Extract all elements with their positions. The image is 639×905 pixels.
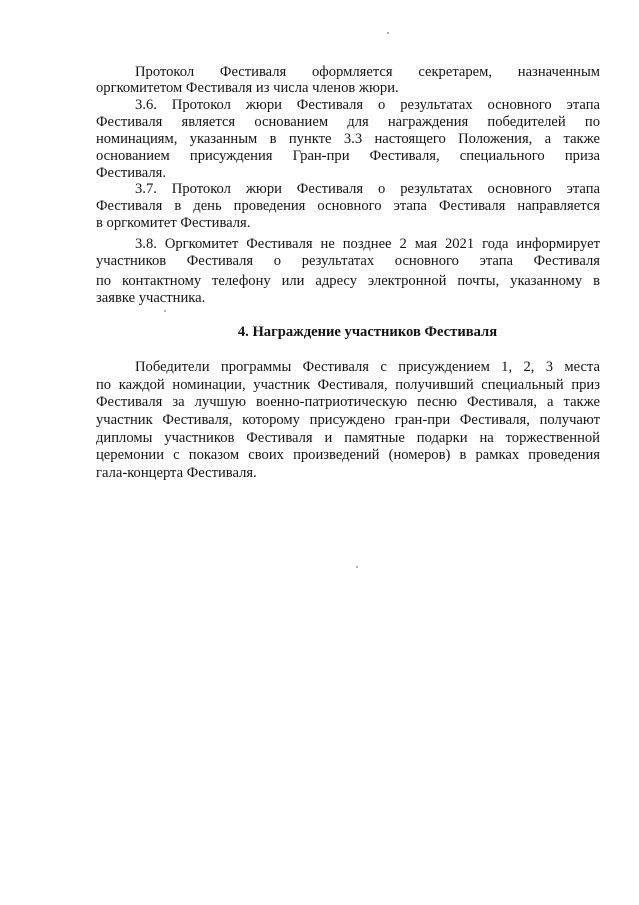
- text-line: Фестиваля.: [96, 164, 166, 181]
- scan-speck: [387, 32, 389, 34]
- text-line: гала-концерта Фестиваля.: [96, 464, 257, 481]
- paragraph-3-6: [96, 97, 600, 181]
- text-line: церемонии с показом своих произведений (номеров) в рамках проведения: [96, 447, 600, 464]
- scan-speck: [356, 566, 358, 568]
- section-heading: 4. Награждение участников Фестиваля: [237, 324, 498, 341]
- text-line: Протокол Фестиваля оформляется секретарем, назначенным: [135, 63, 600, 80]
- text-line: Победители программы Фестиваля с присуждением 1, 2, 3 места: [135, 359, 600, 376]
- text-line: Фестиваля за лучшую военно-патриотическую песню Фестиваля, а также: [96, 394, 600, 411]
- text-line: дипломы участников Фестиваля и памятные подарки на торжественной: [96, 429, 600, 446]
- text-line: Фестиваля в день проведения основного этапа Фестиваля направляется: [96, 198, 600, 215]
- paragraph-3-7: [96, 181, 600, 232]
- text-line: в оргкомитет Фестиваля.: [96, 215, 251, 232]
- text-line: основанием присуждения Гран-при Фестиваля, специального приза: [96, 147, 600, 164]
- text-line: по каждой номинации, участник Фестиваля, получивший специальный приз: [96, 376, 600, 393]
- text-line: участников Фестиваля о результатах основного этапа Фестиваля: [96, 253, 600, 270]
- text-line: номинациям, указанным в пункте 3.3 настоящего Положения, а также: [96, 130, 600, 147]
- text-line: 3.6. Протокол жюри Фестиваля о результатах основного этапа: [135, 97, 600, 114]
- document-body: [96, 64, 600, 483]
- text-line: 3.7. Протокол жюри Фестиваля о результатах основного этапа: [135, 181, 600, 198]
- text-line: участник Фестиваля, которому присуждено гран-при Фестиваля, получают: [96, 411, 600, 428]
- text-line: Фестиваля является основанием для награждения победителей по: [96, 114, 600, 131]
- text-line: оргкомитетом Фестиваля из числа членов жюри.: [96, 80, 399, 97]
- text-line: 3.8. Оргкомитет Фестиваля не позднее 2 мая 2021 года информирует: [135, 236, 600, 253]
- paragraph-3-8: [96, 236, 600, 306]
- paragraph-protocol: [96, 64, 600, 98]
- text-line: по контактному телефону или адресу электронной почты, указанному в: [96, 273, 600, 290]
- paragraph-awards: [96, 359, 600, 482]
- text-line: заявке участника.: [96, 289, 206, 306]
